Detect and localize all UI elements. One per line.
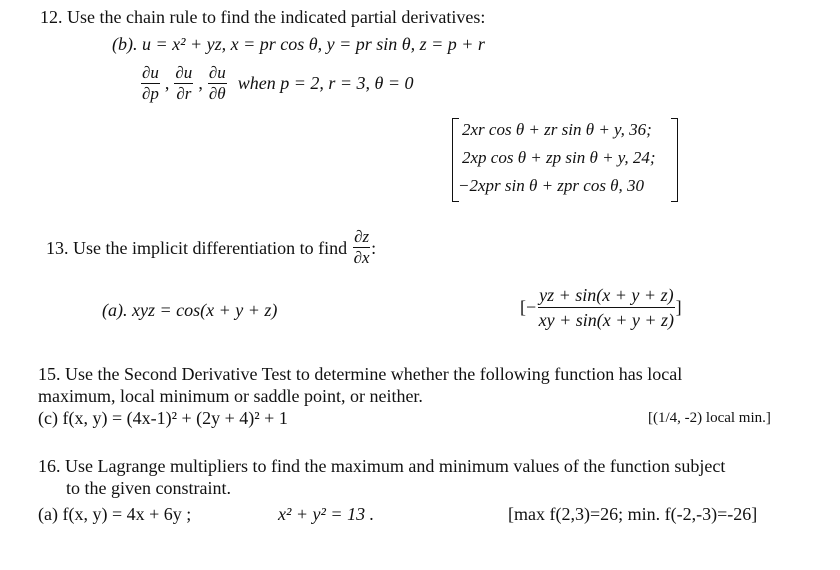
fraction-dz-dx: $\frac{\partial z}{\partial x}$ xyxy=(353,227,370,267)
problem-12-answer-box xyxy=(452,118,678,202)
problem-16-answer: [max f(2,3)=26; min. f(-2,-3)=-26] xyxy=(508,504,758,524)
problem-16-part-a: (a) f(x, y) = 4x + 6y ; xyxy=(38,504,192,524)
problem-13-heading-row: 13. Use the implicit differentiation to find $\frac{\partial z}{\partial x}$ : xyxy=(46,227,377,267)
answer-fraction: $\frac{yz + \sin(x + y + z)}{xy + \sin(x + y + z)}$ xyxy=(538,285,675,330)
problem-15-part-c: (c) f(x, y) = (4x-1)² + (2y + 4)² + 1 xyxy=(38,408,288,428)
problem-16-line-2: to the given constraint. xyxy=(66,478,231,498)
problem-12-condition: when p = 2, r = 3, θ = 0 xyxy=(237,73,414,93)
problem-13-part-a: (a). xyz = cos(x + y + z) xyxy=(102,300,278,320)
problem-16-constraint: x² + y² = 13 . xyxy=(278,504,375,524)
fraction-du-dp: $\frac{\partial u}{\partial p}$ xyxy=(142,63,159,103)
problem-15-line-1: 15. Use the Second Derivative Test to determine whether the following function has local xyxy=(38,364,683,384)
problem-15-answer: [(1/4, -2) local min.] xyxy=(648,410,771,426)
fraction-du-dr: $\frac{\partial u}{\partial r}$ xyxy=(175,63,193,103)
problem-13-answer: [− $\frac{yz + \sin(x + y + z)}{xy + \sin(x + y + z)}$ ] xyxy=(520,285,682,330)
problem-12-partials: $\frac{\partial u}{\partial p}$ , $\frac{\partial u}{\partial r}$ , $\frac{\partial u}{\partial\theta}$ when p = 2, r = 3, θ = 0 xyxy=(142,63,414,103)
answer-line-2: 2xp cos θ + zp sin θ + y, 24; xyxy=(462,148,656,167)
answer-line-3: −2xpr sin θ + zpr cos θ, 30 xyxy=(458,176,645,195)
answer-line-1: 2xr cos θ + zr sin θ + y, 36; xyxy=(462,120,652,139)
problem-13-heading: 13. Use the implicit differentiation to find xyxy=(46,237,348,258)
problem-12-heading: 12. Use the chain rule to find the indicated partial derivatives: xyxy=(40,7,486,27)
problem-12-part-b: (b). u = x² + yz, x = pr cos θ, y = pr sin θ, z = p + r xyxy=(112,34,485,54)
fraction-du-dtheta: $\frac{\partial u}{\partial\theta}$ xyxy=(208,63,226,103)
problem-15-line-2: maximum, local minimum or saddle point, or neither. xyxy=(38,386,423,406)
problem-16-line-1: 16. Use Lagrange multipliers to find the maximum and minimum values of the function subject xyxy=(38,456,726,476)
